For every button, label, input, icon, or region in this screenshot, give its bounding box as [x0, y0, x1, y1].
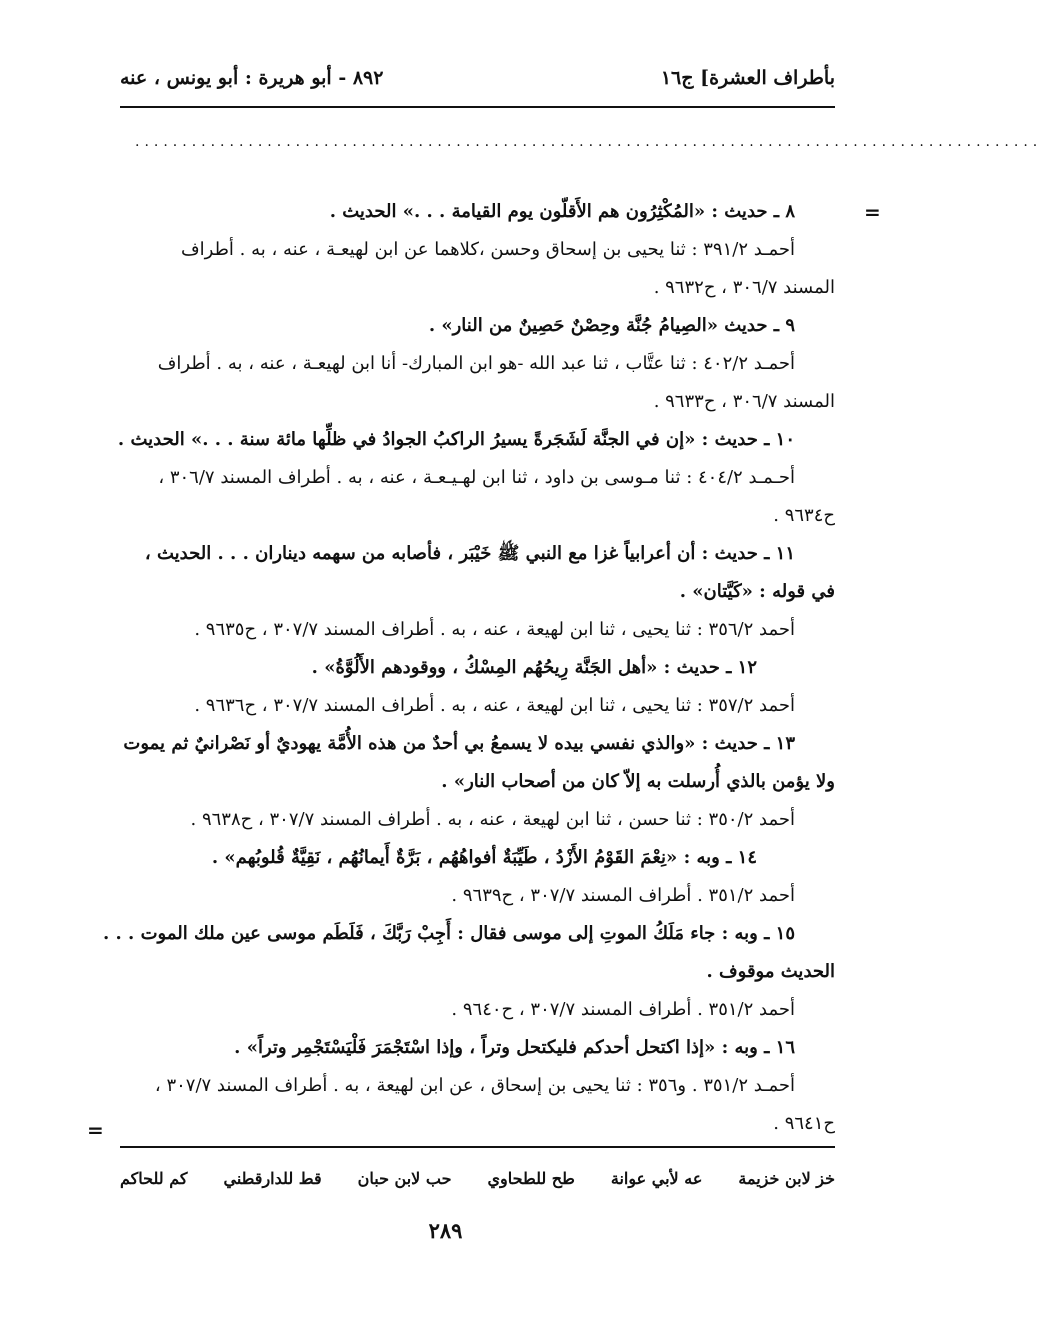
hadith-13-text: ١٣ ـ حديث : «والذي نفسي بيده لا يسمعُ بي أحدٌ من هذه الأُمَّة يهوديٌ أو نَصْرانيٌ ثم يموت	[123, 733, 795, 754]
abbreviation-key	[120, 1160, 835, 1196]
hadith-15-text-cont: الحديث موقوف .	[706, 961, 835, 982]
abbreviation-item: كم للحاكم	[120, 1168, 188, 1188]
hadith-8-text: ٨ ـ حديث : «المُكْثِرُون هم الأَقلّون يوم القيامة . . .» الحديث .	[329, 201, 795, 222]
hadith-9-source-cont: المسند ٣٠٦/٧ ، ح٩٦٣٣ .	[653, 391, 835, 412]
hadith-11-source: أحمد ٣٥٦/٢ : ثنا يحيى ، ثنا ابن لهيعة ، عنه ، به . أطراف المسند ٣٠٧/٧ ، ح٩٦٣٥ .	[194, 619, 795, 640]
hadith-14-text: ١٤ ـ وبه : «نِعْمَ القَوْمُ الأَزْدُ ، طَيِّبَةٌ أفواهُهُم ، بَرَّةٌ أَيمانُهُم ، نَقِيَّةٌ قُلوبُهم» .	[211, 847, 757, 868]
hadith-10-text: ١٠ ـ حديث : «إن في الجنَّة لَشَجَرةً يسيرُ الراكبُ الجوادُ في ظلِّها مائة سنة . . .» الحديث .	[117, 429, 795, 450]
abbreviation-item: حب لابن حبان	[357, 1168, 452, 1188]
abbreviation-item: عه لأبي عوانة	[610, 1168, 703, 1188]
header-rule	[120, 106, 835, 108]
text-body	[102, 195, 835, 1145]
hadith-13-source: أحمد ٣٥٠/٢ : ثنا حسن ، ثنا ابن لهيعة ، عنه ، به . أطراف المسند ٣٠٧/٧ ، ح٩٦٣٨ .	[190, 809, 795, 830]
page-number: ٢٨٩	[428, 1218, 463, 1243]
hadith-9-text: ٩ ـ حديث «الصِيامُ جُنَّة وحِصْنٌ حَصِينٌ من النار» .	[428, 315, 795, 336]
hadith-12-text: ١٢ ـ حديث : «أهل الجَنَّة رِيحُهُم المِسْكُ ، ووقودهم الأَلُوَّةُ» .	[311, 657, 757, 678]
hadith-14-source: أحمد ٣٥١/٢ . أطراف المسند ٣٠٧/٧ ، ح٩٦٣٩ .	[451, 885, 795, 906]
margin-mark-top: =	[864, 200, 881, 224]
hadith-11-text-cont: في قوله : «كَيَّتان» .	[679, 581, 835, 602]
hadith-10-source: أحـمـد ٤٠٤/٢ : ثنا مـوسى بن داود ، ثنا ابن لهـيـعـة ، عنه ، به . أطراف المسند ٣٠٦/٧ ،	[158, 467, 795, 488]
book-title: بأطراف العشرة] ج١٦	[660, 67, 835, 89]
hadith-16-text: ١٦ ـ وبه : «إذا اكتحل أحدكم فليكتحل وتراً ، وإذا اسْتَجْمَرَ فَلْيَسْتَجْمِر وتراً» .	[234, 1037, 795, 1058]
hadith-12-source: أحمد ٣٥٧/٢ : ثنا يحيى ، ثنا ابن لهيعة ، عنه ، به . أطراف المسند ٣٠٧/٧ ، ح٩٦٣٦ .	[194, 695, 795, 716]
abbreviation-item: خز لابن خزيمة	[738, 1168, 835, 1188]
dotted-separator: ................................................................................................	[135, 134, 1042, 150]
hadith-10-source-cont: ح٩٦٣٤ .	[773, 505, 835, 526]
hadith-15-source: أحمد ٣٥١/٢ . أطراف المسند ٣٠٧/٧ ، ح٩٦٤٠ .	[451, 999, 795, 1020]
footer-rule	[120, 1146, 835, 1148]
margin-mark-bottom: =	[87, 1118, 104, 1142]
running-header	[120, 58, 835, 98]
hadith-16-source: أحمـد ٣٥١/٢ . و٣٥٦ : ثنا يحيى بن إسحاق ، عن ابن لهيعة ، به . أطراف المسند ٣٠٧/٧ ،	[154, 1075, 795, 1096]
section-title: ٨٩٢ - أبو هريرة : أبو يونس ، عنه	[120, 67, 384, 89]
abbreviation-item: قط للدارقطني	[223, 1168, 322, 1188]
hadith-9-source: أحمـد ٤٠٢/٢ : ثنا عتَّاب ، ثنا عبد الله -هو ابن المبارك- أنا ابن لهيعـة ، عنه ، به . أطراف	[157, 353, 795, 374]
hadith-15-text: ١٥ ـ وبه : جاء مَلَكُ الموتِ إلى موسى فقال : أَجِبْ رَبَّكَ ، فَلَطَم موسى عين ملك الموت . . .	[102, 923, 795, 944]
abbreviation-item: طح للطحاوي	[487, 1168, 575, 1188]
hadith-8-source: أحمـد ٣٩١/٢ : ثنا يحيى بن إسحاق وحسن ،كلاهما عن ابن لهيعـة ، عنه ، به . أطراف	[181, 239, 795, 260]
hadith-11-text: ١١ ـ حديث : أن أعرابياً غزا مع النبي ﷺ خَيْبَر ، فأصابه من سهمه ديناران . . . الحديث ،	[144, 543, 795, 564]
hadith-8-source-cont: المسند ٣٠٦/٧ ، ح٩٦٣٢ .	[653, 277, 835, 298]
hadith-13-text-cont: ولا يؤمن بالذي أُرسلت به إلاّ كان من أصحاب النار» .	[441, 771, 835, 792]
hadith-16-source-cont: ح٩٦٤١ .	[773, 1113, 835, 1134]
